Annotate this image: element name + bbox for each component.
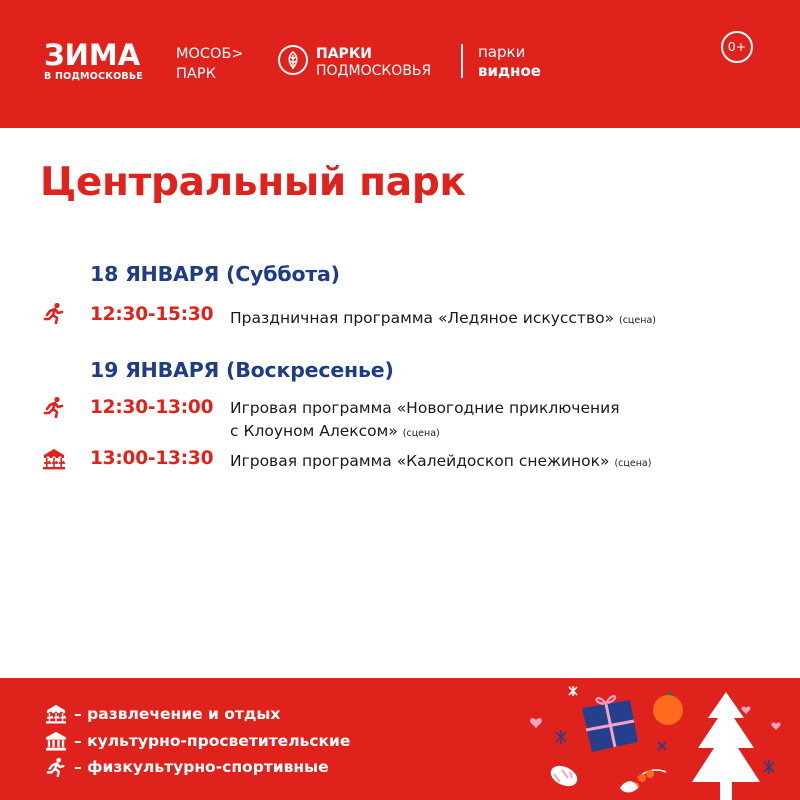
event-time: 13:00-13:30 bbox=[90, 448, 214, 469]
event-description bbox=[230, 307, 656, 332]
event-description bbox=[230, 397, 620, 420]
zima-logo-title: ЗИМА bbox=[44, 38, 141, 72]
day-title: 19 ЯНВАРЯ (Воскресенье) bbox=[90, 358, 394, 382]
snowflake-icon bbox=[569, 686, 577, 696]
event-location: (сцена) bbox=[619, 315, 656, 326]
event-location: (сцена) bbox=[402, 428, 440, 439]
parki-logo-line1: ПАРКИ bbox=[316, 46, 372, 62]
vidnoe-logo-line2: видное bbox=[478, 62, 541, 80]
event-title: Игровая программа «Калейдоскоп снежинок» bbox=[230, 452, 610, 470]
snowflake-icon bbox=[556, 730, 566, 744]
event-description-cont bbox=[230, 420, 440, 445]
carousel-icon bbox=[42, 448, 66, 470]
leaf-icon bbox=[278, 45, 308, 75]
event-title-line2: с Клоуном Алексом» bbox=[230, 422, 398, 440]
age-rating-badge: 0+ bbox=[721, 31, 753, 63]
event-title-line1: Игровая программа «Новогодние приключения bbox=[230, 399, 620, 417]
snowflake-icon bbox=[764, 760, 774, 774]
running-person-icon bbox=[42, 302, 66, 324]
page-title: Центральный парк bbox=[40, 160, 466, 205]
legend-label: – физкультурно-спортивные bbox=[74, 758, 329, 776]
heart-icon bbox=[530, 718, 542, 728]
parki-logo-line2: ПОДМОСКОВЬЯ bbox=[316, 63, 432, 79]
event-time: 12:30-15:30 bbox=[90, 304, 214, 325]
event-description bbox=[230, 450, 651, 475]
mosobpark-logo-line2: ПАРК bbox=[176, 66, 216, 82]
event-location: (сцена) bbox=[614, 458, 652, 469]
carousel-icon bbox=[44, 704, 68, 724]
day-title: 18 ЯНВАРЯ (Суббота) bbox=[90, 262, 340, 286]
mosobpark-logo bbox=[176, 44, 244, 84]
tangerine-icon bbox=[653, 695, 683, 725]
parki-vidnoe-logo bbox=[478, 43, 541, 81]
logo-divider bbox=[461, 44, 463, 78]
mitten-icon bbox=[548, 762, 581, 790]
legend-label: – культурно-просветительские bbox=[74, 732, 351, 750]
mosobpark-logo-line1: МОСОБ> bbox=[176, 46, 244, 62]
heart-icon bbox=[741, 707, 750, 714]
event-time: 12:30-13:00 bbox=[90, 397, 214, 418]
running-person-icon bbox=[44, 757, 68, 777]
winter-decoration bbox=[520, 678, 800, 800]
heart-icon bbox=[771, 723, 780, 730]
vidnoe-logo-line1: парки bbox=[478, 43, 526, 61]
running-person-icon bbox=[42, 396, 66, 418]
zima-logo bbox=[44, 40, 143, 83]
event-title: Праздничная программа «Ледяное искусство» bbox=[230, 309, 615, 327]
gift-icon bbox=[582, 696, 638, 752]
header-bar bbox=[0, 0, 800, 128]
zima-logo-subtitle: В ПОДМОСКОВЬЕ bbox=[44, 71, 143, 82]
museum-icon bbox=[44, 731, 68, 751]
snowflake-icon bbox=[658, 742, 666, 750]
legend-label: – развлечение и отдых bbox=[74, 705, 281, 723]
